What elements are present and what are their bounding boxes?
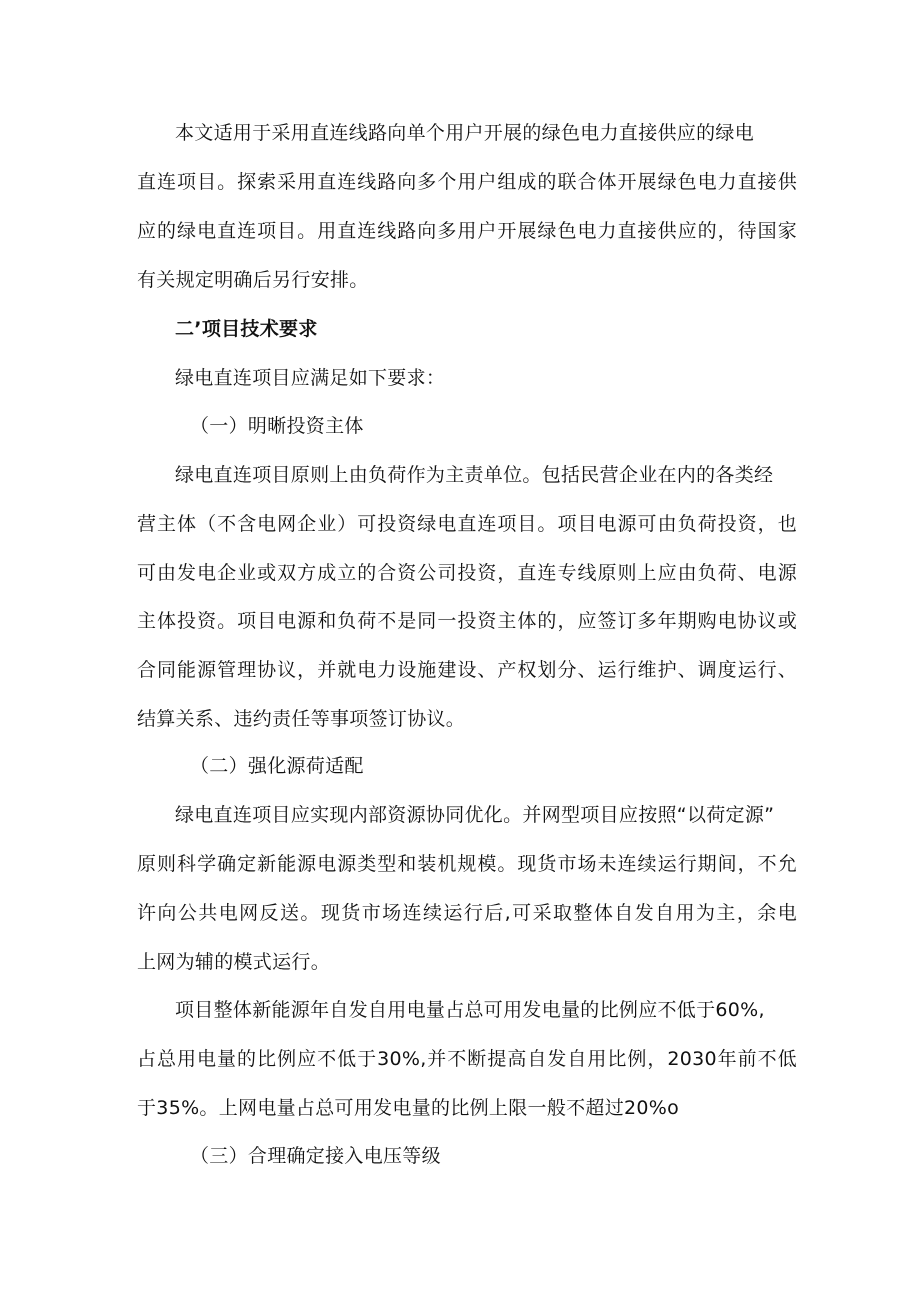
paragraph-2-line-6: 结算关系、违约责任等事项签订协议。 [137,708,466,730]
paragraph-4-line-2: 占总用电量的比例应不低于30%,并不断提高自发自用比例，2030年前不低 [137,1048,797,1070]
paragraph-1-line-1: 本文适用于采用直连线路向单个用户开展的绿色电力直接供应的绿电 [175,122,755,144]
paragraph-4-line-1: 项目整体新能源年自发自用电量占总可用发电量的比例应不低于60%, [175,999,765,1021]
subsection-heading-3: （三）合理确定接入电压等级 [190,1145,441,1167]
subsection-heading-1: （一）明晰投资主体 [190,415,364,437]
paragraph-2-line-2: 营主体（不含电网企业）可投资绿电直连项目。项目电源可由负荷投资，也 [137,513,797,535]
paragraph-2-line-3: 可由发电企业或双方成立的合资公司投资，直连专线原则上应由负荷、电源 [137,562,797,584]
paragraph-2-line-5: 合同能源管理协议，并就电力设施建设、产权划分、运行维护、调度运行、 [137,659,797,681]
paragraph-3-line-2: 原则科学确定新能源电源类型和装机规模。现货市场未连续运行期间，不允 [137,853,797,875]
paragraph-1-line-2: 直连项目。探索采用直连线路向多个用户组成的联合体开展绿色电力直接供 [137,171,797,193]
subsection-heading-2: （二）强化源荷适配 [190,755,364,777]
section-intro: 绿电直连项目应满足如下要求： [175,367,446,389]
paragraph-2-line-1: 绿电直连项目原则上由负荷作为主责单位。包括民营企业在内的各类经 [175,464,774,486]
paragraph-4-line-3: 于35%。上网电量占总可用发电量的比例上限一般不超过20%o [137,1097,680,1119]
paragraph-1-line-4: 有关规定明确后另行安排。 [137,269,369,291]
section-heading: 二’项目技术要求 [175,318,318,340]
paragraph-3-line-1: 绿电直连项目应实现内部资源协同优化。并网型项目应按照“以荷定源” [175,804,775,826]
paragraph-2-line-4: 主体投资。项目电源和负荷不是同一投资主体的，应签订多年期购电协议或 [137,610,797,632]
paragraph-1-line-3: 应的绿电直连项目。用直连线路向多用户开展绿色电力直接供应的，待国家 [137,220,797,242]
paragraph-3-line-3: 许向公共电网反送。现货市场连续运行后,可采取整体自发自用为主，余电 [137,902,797,924]
paragraph-3-line-4: 上网为辅的模式运行。 [137,951,331,973]
